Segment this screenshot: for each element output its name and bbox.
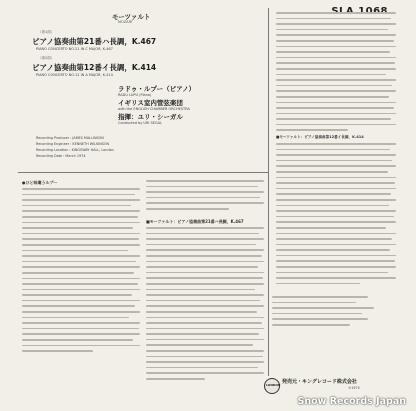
publisher: 発売元・キングレコード株式会社 xyxy=(282,379,357,385)
liner-notes-col-3b xyxy=(276,143,396,288)
watermark: Snow Records Japan xyxy=(297,396,406,407)
conductor-ja: 指揮：ユリ・シーガル xyxy=(118,113,183,121)
title-divider xyxy=(18,172,268,173)
work-2-title-ja: ピアノ協奏曲第12番イ長調，K.414 xyxy=(32,63,157,72)
composer-name-en: MOZART xyxy=(118,20,133,24)
credit-producer: Recording Producer : JAMES MALLINSON xyxy=(36,136,104,140)
liner-notes-col-2b xyxy=(146,227,264,384)
soloist-ja: ラドゥ・ルプー（ピアノ） xyxy=(118,85,196,93)
composer-name-ja: モーツァルト xyxy=(112,13,151,21)
discography-list xyxy=(272,296,392,330)
liner-heading-3: ■モーツァルト：ピアノ協奏曲第12番イ長調，K.414 xyxy=(276,135,364,139)
credit-location: Recording Location : KINGSWAY HALL, London xyxy=(36,148,114,152)
conductor-en: Conducted by URI SEGAL xyxy=(118,121,163,125)
side-1-label: （第1面） xyxy=(38,30,55,34)
orchestra-ja: イギリス室内管弦楽団 xyxy=(118,99,183,107)
liner-notes-col-3 xyxy=(276,12,396,135)
recording-credits xyxy=(36,136,266,160)
london-logo-text: LONDON xyxy=(266,383,281,387)
copyright: ℗1975 xyxy=(348,386,360,390)
soloist-en: RADU LUPU (Piano) xyxy=(118,93,152,97)
liner-notes-col-1 xyxy=(22,188,140,356)
title-block xyxy=(22,8,270,168)
credit-date: Recording Date : March 1974 xyxy=(36,154,86,158)
liner-heading-1: ●ひと味違うルプー xyxy=(22,180,58,185)
work-1-title-ja: ピアノ協奏曲第21番ハ長調，K.467 xyxy=(32,37,157,46)
liner-notes-col-2 xyxy=(146,180,264,214)
orchestra-en: with the ENGLISH CHAMBER ORCHESTRA xyxy=(118,107,190,111)
side-2-label: （第2面） xyxy=(38,56,55,60)
work-2-title-en: PIANO CONCERTO NO.12 IN A MAJOR, K.414 xyxy=(36,73,113,77)
work-1-title-en: PIANO CONCERTO NO.21 IN C MAJOR, K.467 xyxy=(36,47,113,51)
liner-heading-2: ■モーツァルト：ピアノ協奏曲第21番ハ長調，K.467 xyxy=(146,219,244,224)
credit-engineer: Recording Engineer : KENNETH WILKINSON xyxy=(36,142,110,146)
